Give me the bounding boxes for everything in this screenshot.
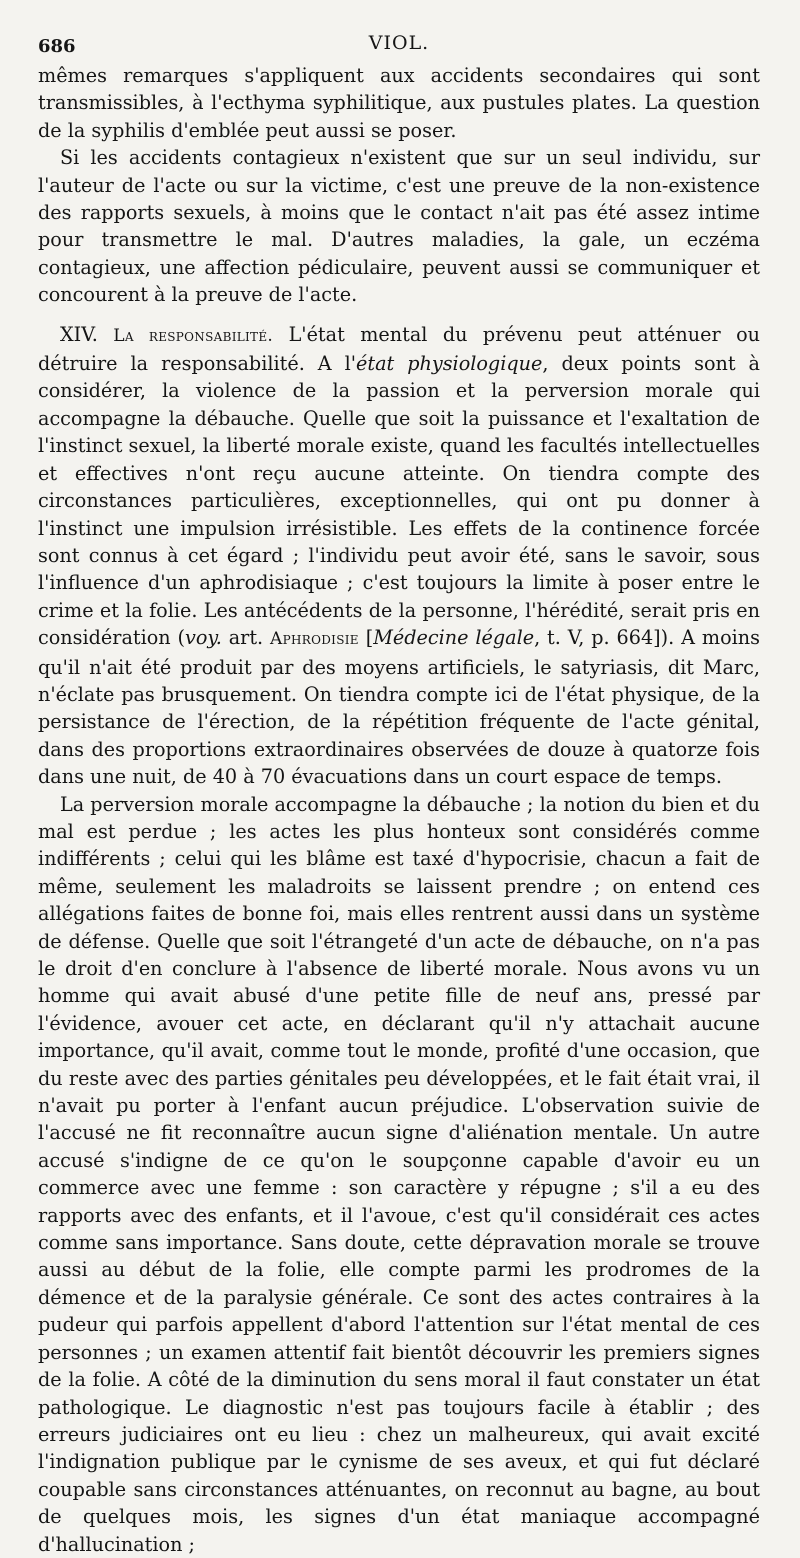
paragraph-moral-perversion: La perversion morale accompagne la débauche ; la notion du bien et du mal est perdue ; les actes les plus honteux sont considérés comme indifférents ; celui qui les blâme est taxé d'hypocrisie, chacun a fait de même, seulement les maladroits se laissent prendre ; on entend ces allégations faites de bonne foi, mais elles rentrent aussi dans un système de défense. Quelle que soit l'étrangeté d'un acte de débauche, on n'a pas le droit d'en conclure à l'absence de liberté morale. Nous avons vu un homme qui avait abusé d'une petite fille de neuf ans, pressé par l'évidence, avouer cet acte, en déclarant qu'il n'y attachait aucune importance, qu'il avait, comme tout le monde, profité d'une occasion, que du reste avec des parties génitales peu développées, et le fait était vrai, il n'avait pu porter à l'enfant aucun préjudice. L'observation suivie de l'accusé ne fit reconnaître aucun signe d'aliénation mentale. Un autre accusé s'indigne de ce qu'on le soupçonne capable d'avoir eu un commerce avec une femme : son caractère y répugne ; s'il a eu des rapports avec des enfants, et il l'avoue, c'est qu'il considérait ces actes comme sans importance. Sans doute, cette dépravation morale se trouve aussi au début de la folie, elle compte parmi les prodromes de la démence et de la paralysie générale. Ce sont des actes contraires à la pudeur qui parfois appellent d'abord l'attention sur l'état mental de ces personnes ; un examen attentif fait bientôt découvrir les premiers signes de la folie. A côté de la diminution du sens moral il faut constater un état pathologique. Le diagnostic n'est pas toujours facile à établir ; des erreurs judiciaires ont eu lieu : chez un malheureux, qui avait excité l'indignation publique par le cynisme de ses aveux, et qui fut déclaré coupable sans circonstances atténuantes, on reconnut au bagne, au bout de quelques mois, les signes d'un état maniaque accompagné d'hallucination ; <box>38 792 760 1556</box>
section-number: XIV. <box>60 322 98 346</box>
paragraph-contagious-accidents: Si les accidents contagieux n'existent que sur un seul individu, sur l'auteur de l'acte ou sur la victime, c'est une preuve de la non-existence des rapports sexuels, à moins que le contact n'ait pas été assez intime pour transmettre le mal. D'autres maladies, la gale, un eczéma contagieux, une affection pédiculaire, peuvent aussi se communiquer et concourent à la preuve de l'acte. <box>38 146 760 307</box>
section-heading: La responsabilité. <box>113 325 274 346</box>
paragraph-continuation: mêmes remarques s'appliquent aux accidents secondaires qui sont transmissibles, à l'ecthyma syphilitique, aux pustules plates. La question de la syphilis d'emblée peut aussi se poser. <box>38 64 760 142</box>
body-text <box>38 62 760 1558</box>
section-smallcaps-ref: Aphrodisie <box>270 629 359 650</box>
section-responsabilite <box>38 321 760 791</box>
section-italic-a: état physiologique <box>356 352 543 376</box>
section-text-e: , t. V, p. 664]). A moins qu'il n'ait été produit par des moyens artificiels, le satyriasis, dit Marc, n'éclate pas brusquement. On tiendra compte ici de l'état physique, de la persistance de l'érection, de la répétition fréquente de l'acte génital, dans des proportions extraordinaires observées de douze à quatorze fois dans une nuit, de 40 à 70 évacuations dans un court espace de temps. <box>38 626 760 789</box>
page-number: 686 <box>38 36 76 57</box>
running-head: VIOL. <box>368 32 430 54</box>
page-header <box>38 24 760 62</box>
section-italic-voy: voy. <box>185 626 222 650</box>
section-text-d: [ <box>358 626 374 650</box>
section-text-a: L'état mental du prévenu peut atténuer ou détruire la responsabilité. A l' <box>38 322 760 376</box>
section-text-c: art. <box>221 626 271 650</box>
section-text-b: , deux points sont à considérer, la violence de la passion et la perversion morale qui accompagne la débauche. Quelle que soit la puissance et l'exaltation de l'instinct sexuel, la liberté morale existe, quand les facultés intellectuelles et effectives n'ont reçu aucune atteinte. On tiendra compte des circonstances particulières, exceptionnelles, qui ont pu donner à l'instinct une impulsion irrésistible. Les effets de la continence forcée sont connus à cet égard ; l'individu peut avoir été, sans le savoir, sous l'influence d'un aphrodisiaque ; c'est toujours la limite à poser entre le crime et la folie. Les antécédents de la personne, l'hérédité, serait pris en considération ( <box>38 352 760 650</box>
section-italic-ref: Médecine légale <box>373 626 535 650</box>
